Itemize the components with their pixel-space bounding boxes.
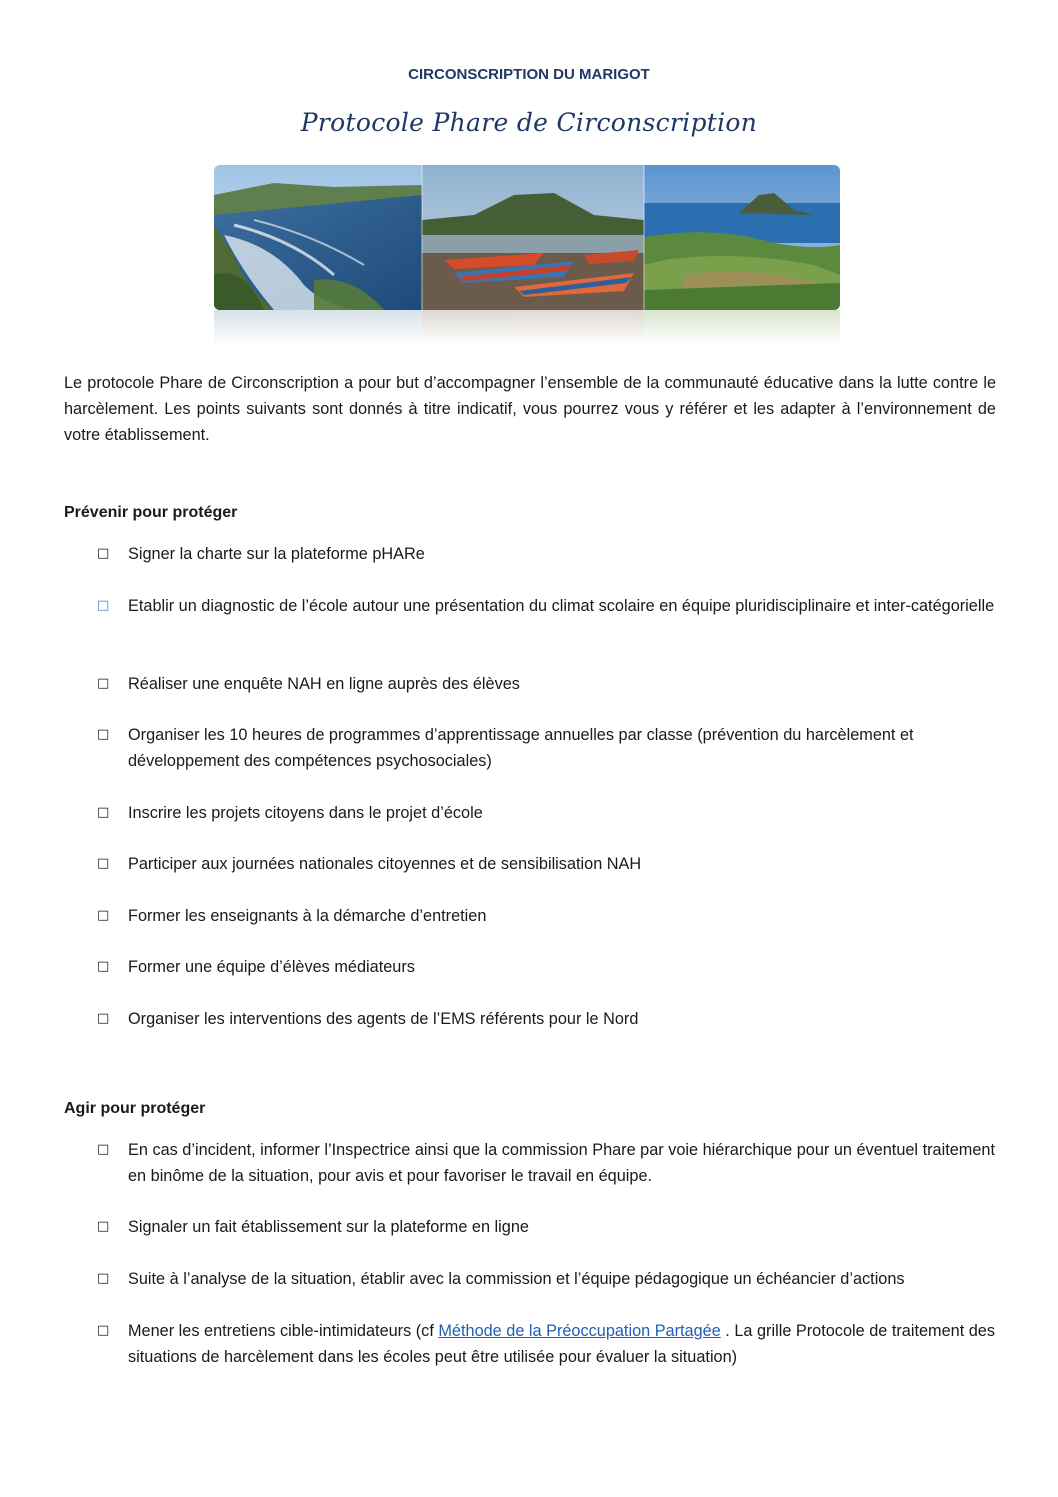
list-item-text [128, 1318, 996, 1370]
landscape-banner [214, 165, 840, 345]
list-item-text-before: Mener les entretiens cible-intimidateurs (cf [128, 1322, 439, 1340]
section-title-prevenir: Prévenir pour protéger [64, 504, 238, 521]
list-item-text-after: . La grille Protocole de traitement des situations de harcèlement dans les écoles peut être utilisée pour évaluer la situation) [128, 1322, 995, 1366]
coastline-photo [214, 165, 422, 310]
fishing-boats-beach-photo [422, 165, 644, 310]
checkbox-icon: □ [97, 856, 110, 871]
list-item-text: Former les enseignants à la démarche d’entretien [128, 907, 487, 925]
section-title-agir: Agir pour protéger [64, 1100, 206, 1117]
methode-preoccupation-partagee-link[interactable]: Méthode de la Préoccupation Partagée [438, 1322, 721, 1340]
island-green-hills-photo [644, 165, 840, 310]
checkbox-icon: □ [97, 959, 110, 974]
intro-paragraph: Le protocole Phare de Circonscription a pour but d’accompagner l’ensemble de la communauté éducative dans la lutte contre le harcèlement. Les points suivants sont donnés à titre indicatif, vous pourrez vous y référer et les adapter à l’environnement de votre établissement. [64, 374, 996, 444]
list-item-text: Organiser les 10 heures de programmes d’apprentissage annuelles par classe (prévention du harcèlement et développement des compétences psychosociales) [128, 726, 914, 770]
list-item-text: Signer la charte sur la plateforme pHARe [128, 545, 425, 563]
list-item-text: En cas d’incident, informer l’Inspectrice ainsi que la commission Phare par voie hiérarchique pour un éventuel traitement en binôme de la situation, pour avis et pour favoriser le travail en équipe. [128, 1141, 995, 1185]
list-item-text: Etablir un diagnostic de l’école autour une présentation du climat scolaire en équipe pluridisciplinaire et inter-catégorielle [128, 597, 995, 615]
list-item-text: Inscrire les projets citoyens dans le projet d’école [128, 804, 483, 822]
list-item-text: Réaliser une enquête NAH en ligne auprès des élèves [128, 675, 520, 693]
checkbox-icon: □ [97, 1323, 110, 1338]
checkbox-icon: □ [97, 1219, 110, 1234]
list-item-text: Participer aux journées nationales citoyennes et de sensibilisation NAH [128, 855, 642, 873]
document-header: CIRCONSCRIPTION DU MARIGOT [408, 66, 650, 83]
list-item-text: Signaler un fait établissement sur la plateforme en ligne [128, 1218, 529, 1236]
checkbox-icon: □ [97, 1271, 110, 1286]
list-item-text: Organiser les interventions des agents de l’EMS référents pour le Nord [128, 1010, 639, 1028]
checkbox-icon: □ [97, 1011, 110, 1026]
document-subtitle: Protocole Phare de Circonscription [300, 108, 758, 137]
checkbox-icon: □ [97, 805, 110, 820]
checkbox-icon: □ [97, 546, 110, 561]
checkbox-icon: □ [97, 1142, 110, 1157]
list-item-text: Suite à l’analyse de la situation, établir avec la commission et l’équipe pédagogique un échéancier d’actions [128, 1270, 905, 1288]
checkbox-icon: □ [97, 598, 110, 613]
checkbox-icon: □ [97, 727, 110, 742]
checkbox-icon: □ [97, 908, 110, 923]
list-item-text: Former une équipe d’élèves médiateurs [128, 958, 415, 976]
banner-image [214, 165, 840, 345]
checkbox-icon: □ [97, 676, 110, 691]
